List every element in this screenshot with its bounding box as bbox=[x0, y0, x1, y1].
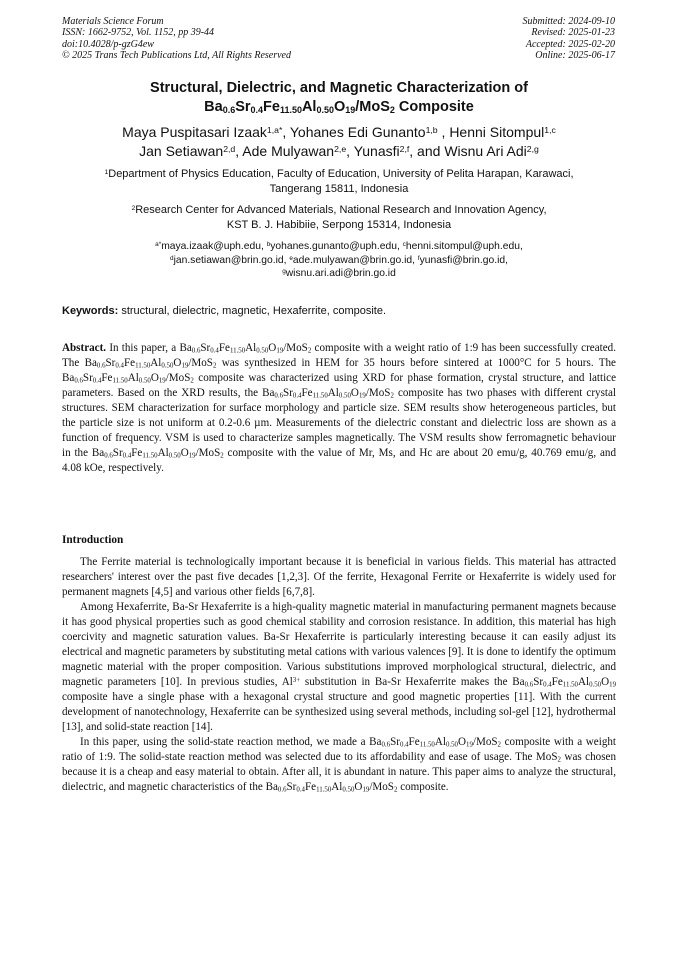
accepted-date: Accepted: 2025-02-20 bbox=[525, 38, 615, 50]
submitted-date: Submitted: 2024-09-10 bbox=[522, 16, 615, 27]
keywords-label: Keywords: bbox=[62, 305, 119, 317]
title-line-1: Structural, Dielectric, and Magnetic Characterization of bbox=[150, 80, 528, 96]
intro-paragraph-2: Among Hexaferrite, Ba-Sr Hexaferrite is a high-quality magnetic material in manufacturing permanent magnets because it has good physical properties such as good chemical stability and corrosion resistance. In addition, this material has high coercivity and magnetic saturation values. Ba-Sr Hexaferrite is particularly interesting because it can easily adjust its electrical and magnetic parameters by substituting metal cations with various valences [9]. It is done to identify the optimum magnetic material with the proper composition. Various substitutions improved morphological structural, dielectric, and magnetic parameters [10]. In previous studies, $Al^{3+}$ substitution in Ba-Sr Hexaferrite makes the $Ba_{0.6}Sr_{0.4}Fe_{11.50}Al_{0.50}O_{19}$ composite have a single phase with a hexagonal crystal structure and good magnetic properties [11]. With the current development of nanotechnology, Hexaferrite can be synthesized using several methods, including sol-gel [12], hydrothermal [13], and solid-state reaction [14]. bbox=[62, 601, 616, 733]
journal-info bbox=[62, 16, 291, 61]
author-name: Jan Setiawan bbox=[139, 143, 224, 159]
affiliation-2: $^2$Research Center for Advanced Materials, National Research and Innovation Agency, KST B. J. Habibiie, Serpong 15314, Indonesia bbox=[131, 204, 547, 231]
section-heading-introduction: Introduction bbox=[62, 534, 124, 546]
author-line-2: Jan Setiawan$^{2,d}$, Ade Mulyawan$^{2,e}$, Yunasfi$^{2,f}$, and Wisnu Ari Adi$^{2,g}$ bbox=[139, 143, 539, 159]
abstract-text: In this paper, a $Ba_{0.6}Sr_{0.4}Fe_{11.50}Al_{0.50}O_{19}/MoS_2$ composite with a weight ratio of 1:9 has been successfully created. The $Ba_{0.6}Sr_{0.4}Fe_{11.50}Al_{0.50}O_{19}/MoS_2$ was synthesized in HEM for 35 hours before sintered at 1000°C for 5 hours. The $Ba_{0.6}Sr_{0.4}Fe_{11.50}Al_{0.50}O_{19}/MoS_2$ composite was characterized using XRD for phase formation, crystal structure, and lattice parameters. Based on the XRD results, the $Ba_{0.6}Sr_{0.4}Fe_{11.50}Al_{0.50}O_{19}/MoS_2$ composite has two phases with different crystal structures. SEM characterization for surface morphology and particle size. SEM results show heterogeneous particles, but the particle size is not uniform at 0.2-0.6 µm. Measurements of the dielectric constant and dielectric loss are shown as a function of frequency. VSM is used to characterize samples magnetically. The VSM results show ferromagnetic behaviour in the $Ba_{0.6}Sr_{0.4}Fe_{11.50}Al_{0.50}O_{19}/MoS_2$ composite with the value of Mr, Ms, and Hc are about 20 emu/g, 40.769 emu/g, and 4.08 kOe, respectively. bbox=[62, 342, 616, 474]
paper-title bbox=[40, 79, 638, 117]
copyright: © 2025 Trans Tech Publications Ltd, All Rights Reserved bbox=[62, 49, 291, 61]
intro-paragraph-3: In this paper, using the solid-state reaction method, we made a $Ba_{0.6}Sr_{0.4}Fe_{11.50}Al_{0.50}O_{19}/MoS_2$ composite with a weight ratio of 1:9. The solid-state reaction method was selected due to its affordability and ease of usage. The MoS$_2$ was chosen because it is a cheap and easy material to obtain. After all, it is abundant in nature. This paper aims to analyze the structural, dielectric, and magnetic characteristics of the $Ba_{0.6}Sr_{0.4}Fe_{11.50}Al_{0.50}O_{19}/MoS_2$ composite. bbox=[62, 736, 616, 794]
email-link[interactable]: jan.setiawan@brin.go.id bbox=[173, 254, 284, 266]
email-link[interactable]: yunasfi@brin.go.id bbox=[419, 254, 506, 266]
author-name: Yohanes Edi Gunanto bbox=[289, 124, 426, 140]
email-link[interactable]: ade.mulyawan@brin.go.id bbox=[292, 254, 413, 266]
keywords bbox=[62, 305, 386, 317]
revised-date: Revised: 2025-01-23 bbox=[531, 27, 615, 39]
publication-dates bbox=[523, 16, 616, 61]
introduction-body bbox=[62, 555, 616, 795]
author-name: Wisnu Ari Adi bbox=[444, 143, 527, 159]
author-name: Ade Mulyawan bbox=[242, 143, 335, 159]
email-link[interactable]: wisnu.ari.adi@brin.go.id bbox=[285, 268, 396, 279]
title-line-2: $Ba_{0.6}Sr_{0.4}Fe_{11.50}Al_{0.50}O_{19}/MoS_2$ Composite bbox=[204, 99, 474, 115]
doi: doi:10.4028/p-gzG4ew bbox=[62, 38, 154, 50]
author-name: Henni Sitompul bbox=[449, 124, 545, 140]
abstract-label: Abstract. bbox=[62, 342, 107, 354]
author-list bbox=[40, 123, 638, 161]
author-name: Maya Puspitasari Izaak bbox=[122, 124, 267, 140]
email-link[interactable]: maya.izaak@uph.edu bbox=[161, 241, 261, 252]
keywords-text: structural, dielectric, magnetic, Hexaferrite, composite. bbox=[121, 305, 387, 317]
author-name: Yunasfi bbox=[353, 143, 400, 159]
email-list: $^{a*}$maya.izaak@uph.edu, $^b$yohanes.gunanto@uph.edu, $^c$henni.sitompul@uph.edu, $^d$jan.setiawan@brin.go.id, $^e$ade.mulyawan@brin.go.id, $^f$yunasfi@brin.go.id, $^g$wisnu.ari.adi@brin.go.id bbox=[155, 241, 523, 279]
email-link[interactable]: henni.sitompul@uph.edu bbox=[405, 241, 520, 252]
online-date: Online: 2025-06-17 bbox=[535, 49, 615, 61]
journal-name: Materials Science Forum bbox=[62, 16, 164, 27]
intro-paragraph-1: The Ferrite material is technologically important because it is beneficial in various fields. This material has attracted researchers' interest over the past five decades [1,2,3]. Of the ferrite, Hexagonal Ferrite or Hexaferrite is widely used for permanent magnets [4,5] and various other fields [6,7,8]. bbox=[62, 556, 616, 598]
author-line-1: Maya Puspitasari Izaak$^{1,a*}$, Yohanes Edi Gunanto$^{1,b}$ , Henni Sitompul$^{1,c}$ bbox=[122, 124, 556, 140]
affiliation-1: $^1$Department of Physics Education, Faculty of Education, University of Pelita Harapan, Karawaci, Tangerang 15811, Indonesia bbox=[104, 168, 574, 195]
issn-volume: ISSN: 1662-9752, Vol. 1152, pp 39-44 bbox=[62, 27, 215, 39]
abstract bbox=[62, 341, 616, 476]
email-link[interactable]: yohanes.gunanto@uph.edu bbox=[270, 241, 397, 252]
